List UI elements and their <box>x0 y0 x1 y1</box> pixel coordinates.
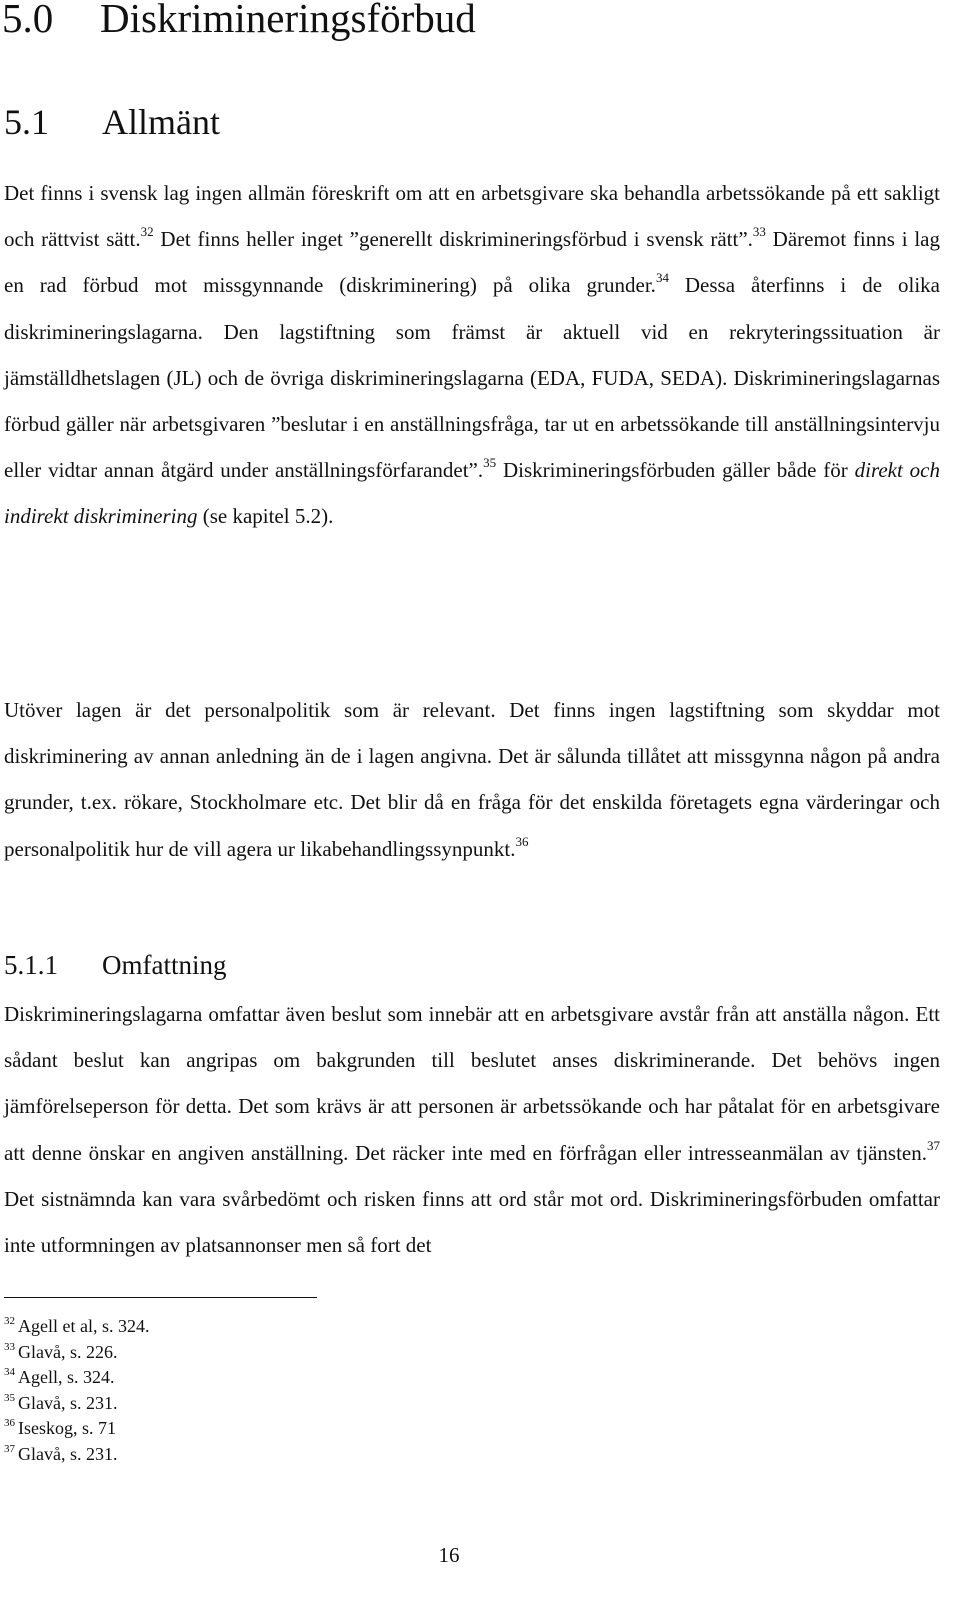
footnote-text: Glavå, s. 231. <box>18 1443 118 1464</box>
footnote-item <box>4 1442 149 1468</box>
text-run: (se kapitel 5.2). <box>197 504 334 529</box>
chapter-title: Diskrimineringsförbud <box>100 0 476 41</box>
footnote-number: 37 <box>4 1442 15 1455</box>
footnote-item <box>4 1416 149 1442</box>
footnote-number: 36 <box>4 1417 15 1429</box>
text-run: Däremot finns i lag en rad förbud mot missgynnande (diskriminering) på olika grunder. <box>4 227 940 298</box>
text-run: Diskrimineringslagarna omfattar även beslut som innebär att en arbetsgivare avstår från att anställa någon. Ett sådant beslut kan angripas om bakgrunden till beslutet anses diskriminerande. Det behövs ingen jämförelseperson för detta. Det som krävs är att personen är arbetssökande och har påtalat för en arbetsgivare att denne önskar en angiven anställning. Det räcker inte med en förfrågan eller intresseanmälan av tjänsten. <box>4 1002 940 1165</box>
text-run: Det sistnämnda kan vara svårbedömt och risken finns att ord står mot ord. Diskrimineringsförbuden omfattar inte utformningen av platsannonser men så fort det <box>4 1186 940 1258</box>
section-heading <box>4 99 220 145</box>
footnote-text: Agell, s. 324. <box>18 1367 115 1387</box>
footnote-text: Agell et al, s. 324. <box>18 1316 150 1336</box>
chapter-number: 5.0 <box>2 0 54 41</box>
footnote-item <box>4 1365 149 1391</box>
footnote-number: 35 <box>4 1391 15 1404</box>
footnote-item <box>4 1340 149 1366</box>
text-run: Diskrimineringsförbuden gäller både för <box>496 458 855 483</box>
chapter-heading <box>2 0 476 44</box>
footnote-text: Glavå, s. 231. <box>18 1392 118 1413</box>
footnote-number: 33 <box>4 1340 15 1353</box>
footnote-item <box>4 1314 149 1340</box>
footnote-text: Iseskog, s. 71 <box>18 1418 116 1438</box>
section-number: 5.1 <box>4 102 49 142</box>
footnote-number: 34 <box>4 1366 15 1378</box>
paragraph-personnel-policy <box>4 687 940 872</box>
footnote-ref-37[interactable]: 37 <box>927 1137 940 1153</box>
subsection-number: 5.1.1 <box>4 950 58 980</box>
paragraph-scope <box>4 991 940 1268</box>
footnote-item <box>4 1391 149 1417</box>
text-run: Det finns heller inget ”generellt diskrimineringsförbud i svensk rätt”. <box>153 227 753 252</box>
footnote-ref-36[interactable]: 36 <box>515 833 529 849</box>
footnote-divider <box>4 1297 317 1298</box>
subsection-heading <box>4 947 226 983</box>
footnote-ref-34[interactable]: 34 <box>655 270 669 286</box>
footnote-ref-33[interactable]: 33 <box>752 224 766 240</box>
paragraph-general <box>4 170 940 540</box>
subsection-title: Omfattning <box>102 950 227 980</box>
text-run: Det finns i svensk lag ingen allmän föreskrift om att en arbetsgivare ska behandla arbetssökande på ett sakligt och rättvist sätt. <box>4 181 940 252</box>
italic-term: direkt och indirekt diskriminering <box>4 458 940 529</box>
footnotes-list <box>4 1314 149 1467</box>
footnote-ref-32[interactable]: 32 <box>140 224 154 240</box>
footnote-ref-35[interactable]: 35 <box>483 455 497 471</box>
footnote-text: Glavå, s. 226. <box>18 1341 118 1362</box>
footnote-number: 32 <box>4 1315 15 1327</box>
section-title: Allmänt <box>102 102 220 142</box>
text-run: Dessa återfinns i de olika diskrimineringslagarna. Den lagstiftning som främst är aktuell vid en rekryteringssituation är jämställdhetslagen (JL) och de övriga diskrimineringslagarna (EDA, FUDA, SEDA). Diskrimineringslagarnas förbud gäller när arbetsgivaren ”beslutar i en anställningsfråga, tar ut en arbetssökande till anställningsintervju eller vidtar annan åtgärd under anställningsförfarandet”. <box>4 273 940 483</box>
page-number: 16 <box>438 1543 460 1567</box>
text-run: Utöver lagen är det personalpolitik som är relevant. Det finns ingen lagstiftning som skyddar mot diskriminering av annan anledning än de i lagen angivna. Det är sålunda tillåtet att missgynna någon på andra grunder, t.ex. rökare, Stockholmare etc. Det blir då en fråga för det enskilda företagets egna värderingar och personalpolitik hur de vill agera ur likabehandlingssynpunkt. <box>4 698 940 861</box>
